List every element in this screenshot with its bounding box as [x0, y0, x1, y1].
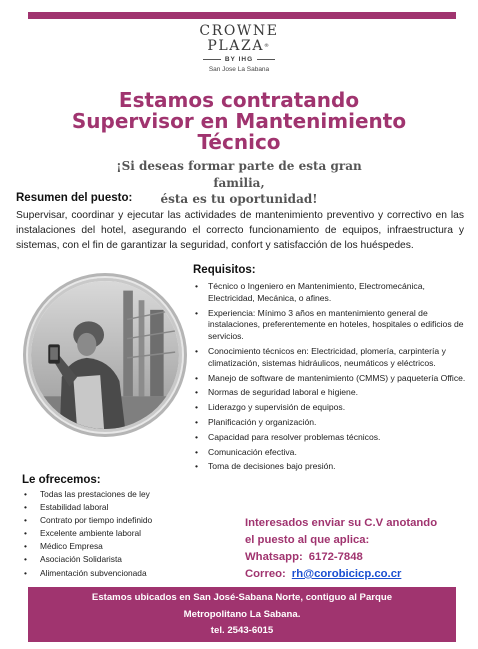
registered-mark: ® [264, 43, 271, 49]
footer-phone: tel. 2543-6015 [210, 625, 274, 636]
contact-block [245, 515, 471, 583]
contact-line-1: Interesados enviar su C.V anotando [245, 517, 438, 529]
whatsapp-number[interactable]: 6172-7848 [308, 551, 363, 563]
logo-line-plaza [183, 39, 295, 54]
logo-rule-right [257, 59, 275, 60]
beneficio-item: • Asociación Solidarista [22, 553, 202, 566]
headline-line-3: Técnico [197, 130, 281, 154]
requisito-item: • Experiencia: Mínimo 3 años en mantenimiento general de instalaciones, preferentemente en hoteles, hospitales o edificios de servicios. [193, 308, 473, 343]
requisito-item: • Toma de decisiones bajo presión. [193, 461, 473, 473]
technician-photo [28, 278, 182, 432]
beneficio-item: • Excelente ambiente laboral [22, 527, 202, 540]
tagline-line-2: ésta es tu oportunidad! [160, 192, 318, 206]
whatsapp-label: Whatsapp: [245, 551, 303, 563]
top-accent-bar [28, 12, 456, 19]
tagline-line-1: ¡Si deseas formar parte de esta gran familia, [116, 159, 362, 190]
hotel-logo [183, 24, 295, 74]
email-link[interactable]: rh@corobicicp.co.cr [291, 568, 402, 580]
beneficio-item: • Contrato por tiempo indefinido [22, 514, 202, 527]
requisito-item: • Capacidad para resolver problemas técnicos. [193, 432, 473, 444]
resumen-title: Resumen del puesto: [16, 192, 133, 204]
beneficio-item: • Médico Empresa [22, 540, 202, 553]
logo-location: San Jose La Sabana [208, 66, 270, 73]
requisito-item: • Normas de seguridad laboral e higiene. [193, 387, 473, 399]
footer-address-line-1: Estamos ubicados en San José-Sabana Norte, contiguo al Parque [91, 592, 393, 603]
technician-photo-illustration [31, 281, 179, 429]
email-label: Correo: [245, 568, 286, 580]
requisito-item: • Liderazgo y supervisión de equipos. [193, 402, 473, 414]
requisito-item: • Conocimiento técnicos en: Electricidad, plomería, carpintería y climatización, sistemas hidráulicos, neumáticos y eléctricos. [193, 346, 473, 370]
whatsapp-row [245, 549, 471, 566]
headline-line-1: Estamos contratando [118, 88, 360, 112]
beneficio-item: • Todas las prestaciones de ley [22, 488, 202, 501]
logo-plaza-text: PLAZA [207, 38, 265, 54]
logo-line-ihg [183, 54, 295, 65]
beneficio-item: • Alimentación subvencionada [22, 567, 202, 580]
requisito-item: • Manejo de software de mantenimiento (CMMS) y paquetería Office. [193, 373, 473, 385]
tagline [100, 158, 378, 208]
headline-line-2: Supervisor en Mantenimiento [71, 109, 407, 133]
footer-address-line-2: Metropolitano La Sabana. [183, 608, 301, 620]
requisito-item: • Comunicación efectiva. [193, 447, 473, 459]
ofrecemos-list [22, 488, 202, 580]
contact-line-2: el puesto al que aplica: [245, 534, 370, 546]
resumen-text: Supervisar, coordinar y ejecutar las actividades de mantenimiento preventivo y correctivo en las instalaciones del hotel, asegurando el correcto funcionamiento de equipos, infraestructura y sistemas, con el fin de garantizar la seguridad, confort y satisfacción de los huéspedes. [16, 210, 464, 252]
requisitos-title: Requisitos: [193, 264, 256, 276]
requisitos-list [193, 281, 473, 476]
beneficio-item: • Estabilidad laboral [22, 501, 202, 514]
job-headline [60, 90, 418, 153]
footer-bar [28, 587, 456, 642]
ofrecemos-title: Le ofrecemos: [22, 474, 101, 486]
logo-line-crowne: CROWNE [199, 23, 279, 39]
logo-rule-left [203, 59, 221, 60]
email-row [245, 566, 471, 583]
logo-ihg-text: BY IHG [224, 56, 254, 63]
requisito-item: • Planificación y organización. [193, 417, 473, 429]
requisito-item: • Técnico o Ingeniero en Mantenimiento, Electromecánica, Electricidad, Mecánica, o afines. [193, 281, 473, 305]
